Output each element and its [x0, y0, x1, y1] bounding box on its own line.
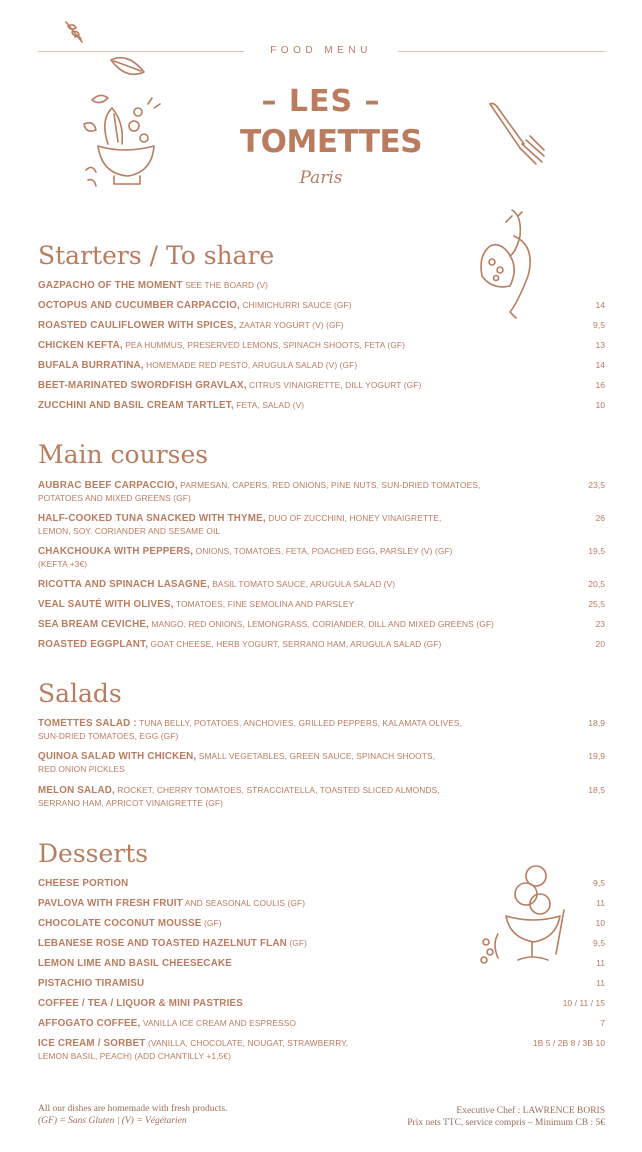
- section-title-starters: Starters / To share: [38, 241, 275, 270]
- menu-item-text: [38, 299, 605, 312]
- menu-item-description: SEE THE BOARD (V): [182, 280, 269, 290]
- menu-item: [38, 784, 605, 810]
- menu-item: [38, 997, 605, 1010]
- menu-item-description: TUNA BELLY, POTATOES, ANCHOVIES, GRILLED PEPPERS, KALAMATA OLIVES,: [136, 718, 463, 728]
- menu-item-price: 9,5: [593, 878, 605, 888]
- menu-item-price: 13: [595, 340, 605, 350]
- menu-item: [38, 750, 605, 776]
- menu-item-text: [38, 618, 605, 631]
- menu-item-description: PEA HUMMUS, PRESERVED LEMONS, SPINACH SHOOTS, FETA (GF): [122, 340, 405, 350]
- menu-item-text: [38, 339, 605, 352]
- menu-item-description: AND SEASONAL COULIS (GF): [182, 898, 306, 908]
- menu-item-name: BUFALA BURRATINA,: [38, 360, 144, 371]
- menu-item-description: DUO OF ZUCCHINI, HONEY VINAIGRETTE,: [265, 513, 442, 523]
- menu-item-name: CHEESE PORTION: [38, 878, 129, 889]
- menu-item-description: GOAT CHEESE, HERB YOGURT, SERRANO HAM, ARUGULA SALAD (GF): [148, 639, 442, 649]
- section-title-main-courses: Main courses: [38, 440, 209, 469]
- menu-item-name: MELON SALAD,: [38, 785, 115, 796]
- menu-item-name: SEA BREAM CEVICHE,: [38, 619, 150, 630]
- menu-item-description: FETA, SALAD (V): [233, 400, 305, 410]
- footer-notes: [38, 1103, 227, 1127]
- menu-item-price: 18,5: [588, 785, 605, 795]
- menu-item: [38, 279, 605, 292]
- seed-icon: [108, 54, 148, 80]
- menu-item-name: ZUCCHINI AND BASIL CREAM TARTLET,: [38, 400, 234, 411]
- menu-item: [38, 339, 605, 352]
- menu-item-price: 20: [595, 639, 605, 649]
- menu-item-description: ZAATAR YOGURT (V) (GF): [236, 320, 344, 330]
- menu-item-description-continued: SUN-DRIED TOMATOES, EGG (GF): [38, 731, 179, 741]
- menu-item-name: ROASTED CAULIFLOWER WITH SPICES,: [38, 320, 237, 331]
- menu-item-price: 9,5: [593, 938, 605, 948]
- menu-item-price: 25,5: [588, 599, 605, 609]
- menu-item-name: PAVLOVA WITH FRESH FRUIT: [38, 898, 183, 909]
- footer-legend: (GF) = Sans Gluten | (V) = Végétarien: [38, 1116, 187, 1126]
- section-title-salads: Salads: [38, 679, 122, 708]
- menu-item-text: [38, 578, 605, 591]
- menu-item-name: HALF-COOKED TUNA SNACKED WITH THYME,: [38, 513, 266, 524]
- menu-item-description: (GF): [286, 938, 307, 948]
- menu-item-text: [38, 977, 605, 990]
- menu-item: [38, 717, 605, 743]
- menu-item-price: 14: [595, 360, 605, 370]
- menu-item-name: GAZPACHO OF THE MOMENT: [38, 280, 183, 291]
- menu-item-description: ONIONS, TOMATOES, FETA, POACHED EGG, PARSLEY (V) (GF): [193, 546, 453, 556]
- menu-item-name: OCTOPUS AND CUCUMBER CARPACCIO,: [38, 300, 240, 311]
- menu-item-description: HOMEMADE RED PESTO, ARUGULA SALAD (V) (GF): [143, 360, 358, 370]
- menu-item-price: 10 / 11 / 15: [562, 998, 605, 1008]
- logo-paris: Paris: [299, 168, 343, 188]
- menu-item-text: [38, 957, 605, 970]
- menu-item-text: [38, 479, 605, 505]
- menu-item-text: [38, 598, 605, 611]
- menu-item-description-continued: LEMON, SOY, CORIANDER AND SESAME OIL: [38, 526, 221, 536]
- menu-item-price: 1B 5 / 2B 8 / 3B 10: [532, 1038, 605, 1048]
- menu-item-name: COFFEE / TEA / LIQUOR & MINI PASTRIES: [38, 998, 243, 1009]
- menu-item-price: 7: [600, 1018, 605, 1028]
- menu-item-name: ICE CREAM / SORBET: [38, 1038, 146, 1049]
- logo-tomettes: TOMETTES: [240, 124, 423, 160]
- menu-item-text: [38, 937, 605, 950]
- menu-item-name: PISTACHIO TIRAMISU: [38, 978, 145, 989]
- menu-item-text: [38, 1037, 605, 1063]
- menu-item-text: [38, 638, 605, 651]
- menu-item-name: RICOTTA AND SPINACH LASAGNE,: [38, 579, 210, 590]
- menu-item: [38, 977, 605, 990]
- menu-item-name: AFFOGATO COFFEE,: [38, 1018, 141, 1029]
- menu-item: [38, 618, 605, 631]
- menu-item-text: [38, 750, 605, 776]
- menu-item: [38, 598, 605, 611]
- menu-item-text: [38, 997, 605, 1010]
- menu-item-text: [38, 359, 605, 372]
- menu-item-text: [38, 512, 605, 538]
- menu-item: [38, 319, 605, 332]
- footer-executive-chef: Executive Chef : LAWRENCE BORIS: [456, 1106, 605, 1116]
- menu-item-description: MANGO, RED ONIONS, LEMONGRASS, CORIANDER, DILL AND MIXED GREENS (GF): [149, 619, 494, 629]
- menu-item: [38, 545, 605, 571]
- section-title-desserts: Desserts: [38, 839, 149, 868]
- menu-item-price: 26: [595, 513, 605, 523]
- menu-item-name: VEAL SAUTÉ WITH OLIVES,: [38, 599, 174, 610]
- menu-item-description: CHIMICHURRI SAUCE (GF): [239, 300, 352, 310]
- menu-item-text: [38, 717, 605, 743]
- menu-item: [38, 379, 605, 392]
- fork-icon: [486, 100, 548, 168]
- menu-item-description-continued: SERRANO HAM, APRICOT VINAIGRETTE (GF): [38, 798, 224, 808]
- food-menu-label: FOOD MENU: [270, 45, 372, 56]
- salad-bowl-icon: [78, 84, 170, 196]
- menu-item: [38, 638, 605, 651]
- menu-item: [38, 1037, 605, 1063]
- menu-item-description: ROCKET, CHERRY TOMATOES, STRACCIATELLA, TOASTED SLICED ALMONDS,: [114, 785, 440, 795]
- menu-item-description: VANILLA ICE CREAM AND ESPRESSO: [140, 1018, 297, 1028]
- menu-item-name: LEBANESE ROSE AND TOASTED HAZELNUT FLAN: [38, 938, 287, 949]
- menu-item-text: [38, 917, 605, 930]
- menu-item: [38, 399, 605, 412]
- menu-item-text: [38, 279, 605, 292]
- menu-item-text: [38, 877, 605, 890]
- menu-item: [38, 937, 605, 950]
- menu-item-text: [38, 399, 605, 412]
- menu-item: [38, 479, 605, 505]
- menu-item-description-continued: POTATOES AND MIXED GREENS (GF): [38, 493, 191, 503]
- menu-item-description: (GF): [201, 918, 222, 928]
- menu-item-price: 19,5: [588, 546, 605, 556]
- menu-item: [38, 917, 605, 930]
- menu-item: [38, 578, 605, 591]
- menu-item-description-continued: (KEFTA +3€): [38, 559, 88, 569]
- menu-item-name: CHAKCHOUKA WITH PEPPERS,: [38, 546, 194, 557]
- menu-item-price: 11: [596, 978, 605, 988]
- menu-item: [38, 512, 605, 538]
- menu-item-price: 20,5: [588, 579, 605, 589]
- menu-item-text: [38, 545, 605, 571]
- menu-item-name: AUBRAC BEEF CARPACCIO,: [38, 480, 178, 491]
- menu-item-description-continued: LEMON BASIL, PEACH) (ADD CHANTILLY +1,5€): [38, 1051, 231, 1061]
- menu-item-price: 18,9: [588, 718, 605, 728]
- menu-item-description: (VANILLA, CHOCOLATE, NOUGAT, STRAWBERRY,: [145, 1038, 349, 1048]
- menu-item-name: QUINOA SALAD WITH CHICKEN,: [38, 751, 197, 762]
- footer-homemade-note: All our dishes are homemade with fresh products.: [38, 1104, 228, 1114]
- menu-item-description: SMALL VEGETABLES, GREEN SAUCE, SPINACH SHOOTS,: [196, 751, 436, 761]
- leaf-icon: [62, 18, 88, 46]
- menu-item: [38, 1017, 605, 1030]
- menu-item-name: CHOCOLATE COCONUT MOUSSE: [38, 918, 202, 929]
- menu-item-price: 9,5: [593, 320, 605, 330]
- menu-item-text: [38, 784, 605, 810]
- menu-item-price: 23: [595, 619, 605, 629]
- footer-chef-info: [407, 1105, 605, 1129]
- menu-item-description: BASIL TOMATO SAUCE, ARUGULA SALAD (V): [209, 579, 396, 589]
- menu-item-text: [38, 1017, 605, 1030]
- menu-item-price: 10: [595, 400, 605, 410]
- menu-item-description: PARMESAN, CAPERS, RED ONIONS, PINE NUTS, SUN-DRIED TOMATOES,: [177, 480, 481, 490]
- menu-item-price: 11: [596, 898, 605, 908]
- menu-item-price: 11: [596, 958, 605, 968]
- menu-item-name: CHICKEN KEFTA,: [38, 340, 123, 351]
- menu-item: [38, 877, 605, 890]
- footer-prices-note: Prix nets TTC, service compris – Minimum CB : 5€: [407, 1118, 605, 1128]
- menu-item: [38, 299, 605, 312]
- menu-item-name: LEMON LIME AND BASIL CHEESECAKE: [38, 958, 232, 969]
- menu-item-description: CITRUS VINAIGRETTE, DILL YOGURT (GF): [246, 380, 422, 390]
- menu-item-price: 14: [595, 300, 605, 310]
- menu-item: [38, 957, 605, 970]
- menu-item: [38, 897, 605, 910]
- menu-item-price: 23,5: [588, 480, 605, 490]
- header-rule-right: [398, 51, 605, 52]
- menu-item-text: [38, 897, 605, 910]
- menu-item-price: 19,9: [588, 751, 605, 761]
- menu-item-price: 10: [595, 918, 605, 928]
- menu-item-name: BEET-MARINATED SWORDFISH GRAVLAX,: [38, 380, 247, 391]
- menu-item-text: [38, 379, 605, 392]
- menu-item-name: TOMETTES SALAD :: [38, 718, 137, 729]
- menu-item-text: [38, 319, 605, 332]
- header-rule-left: [38, 51, 244, 52]
- menu-item-name: ROASTED EGGPLANT,: [38, 639, 149, 650]
- menu-item-price: 16: [595, 380, 605, 390]
- menu-item: [38, 359, 605, 372]
- menu-item-description-continued: RED ONION PICKLES: [38, 764, 125, 774]
- logo-les: – LES –: [261, 84, 381, 119]
- menu-item-description: TOMATOES, FINE SEMOLINA AND PARSLEY: [173, 599, 355, 609]
